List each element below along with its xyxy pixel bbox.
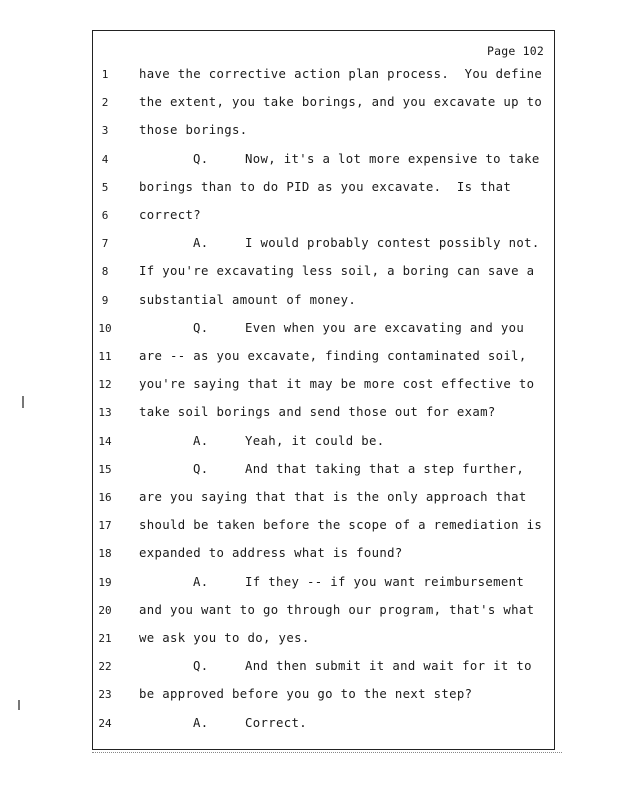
line-number: 1 [101,68,109,81]
transcript-line [139,208,201,222]
transcript-line [193,152,540,166]
line-number: 3 [101,124,109,138]
scan-artifact-left [22,396,24,408]
line-content: the extent, you take borings, and you excavate up to [139,95,543,110]
speaker-label: A. [193,433,209,448]
line-content: those borings. [139,123,248,138]
line-content: And that taking that a step further, [245,461,525,476]
transcript-line [139,518,542,532]
speaker-label: Q. [193,659,209,674]
line-content: substantial amount of money. [139,292,357,307]
transcript-line [139,405,496,419]
transcript-line [139,67,542,81]
transcript-line [139,123,248,137]
line-content: Yeah, it could be. [245,433,385,448]
transcript-line [193,321,524,335]
transcript-line [139,264,534,278]
speaker-label: Q. [193,320,209,335]
line-number: 15 [98,462,112,476]
transcript-page [92,30,555,750]
line-number: 2 [101,96,109,110]
transcript-line [139,603,534,617]
transcript-line [139,95,542,109]
page-number: Page 102 [487,44,544,58]
speaker-label: A. [193,236,209,251]
line-number: 7 [101,237,109,251]
line-number: 24 [98,716,112,730]
line-content: and you want to go through our program, that's what [139,602,535,617]
line-number: 20 [98,603,112,617]
line-content: are you saying that that is the only approach that [139,490,527,504]
line-content: I would probably contest possibly not. [245,236,540,251]
scan-artifact-left-lower [18,700,20,710]
line-number: 10 [98,321,112,335]
line-number: 16 [98,491,112,504]
line-content: If they -- if you want reimbursement [245,574,525,589]
transcript-line [139,293,356,307]
transcript-line [139,377,534,391]
speaker-label: Q. [193,151,209,166]
line-number: 8 [101,265,109,279]
line-content: borings than to do PID as you excavate. Is that [139,179,512,194]
line-content: correct? [139,208,202,222]
line-content: have the corrective action plan process. You define [139,67,543,81]
line-number: 17 [98,519,112,533]
line-content: take soil borings and send those out for exam? [139,405,496,420]
line-content: And then submit it and wait for it to [245,659,532,674]
transcript-line [139,687,472,701]
line-number: 6 [101,209,109,222]
line-number: 21 [98,632,112,645]
transcript-line [139,490,527,504]
transcript-line [139,546,403,560]
transcript-line [193,659,532,673]
speaker-label: A. [193,715,209,730]
speaker-label: A. [193,574,209,589]
line-number: 5 [101,180,109,194]
transcript-line [193,575,524,589]
transcript-line [193,236,540,250]
speaker-label: Q. [193,461,209,476]
line-number: 22 [98,660,112,674]
line-number: 11 [98,350,112,363]
transcript-line [193,716,307,730]
line-content: you're saying that it may be more cost effective to [139,377,535,392]
line-number: 13 [98,406,112,420]
line-content: should be taken before the scope of a remediation is [139,518,543,533]
line-number: 18 [98,547,112,561]
line-content: Even when you are excavating and you [245,320,525,335]
line-content: be approved before you go to the next step? [139,687,473,702]
line-number: 14 [98,434,112,448]
line-number: 23 [98,688,112,702]
line-content: are -- as you excavate, finding contaminated soil, [139,349,527,363]
line-number: 19 [98,575,112,589]
line-number: 9 [101,293,109,307]
transcript-line [193,434,385,448]
transcript-line [139,180,511,194]
line-content: we ask you to do, yes. [139,631,310,645]
line-content: Now, it's a lot more expensive to take [245,151,540,166]
line-content: Correct. [245,715,308,730]
line-number: 12 [98,378,112,392]
transcript-line [139,631,310,645]
transcript-line [193,462,524,476]
line-number: 4 [101,152,109,166]
bottom-rule [92,752,562,753]
line-content: If you're excavating less soil, a boring can save a [139,264,535,279]
transcript-line [139,349,527,363]
line-content: expanded to address what is found? [139,546,403,561]
